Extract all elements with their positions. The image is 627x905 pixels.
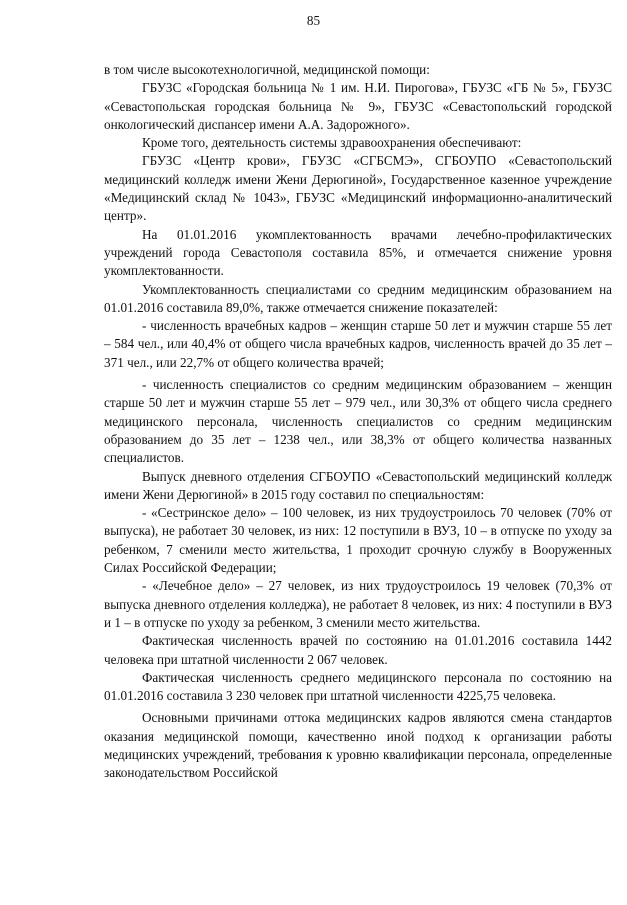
list-item-doctor-ages: - численность врачебных кадров – женщин старше 50 лет и мужчин старше 55 лет – 584 чел., или 40,4% от общего числа врачебных кадров, численность врачей до 35 лет – 371 чел., или 22,7% от общего количества врачей; [104, 318, 612, 370]
paragraph-college-graduates: Выпуск дневного отделения СГБОУПО «Севастопольский медицинский колледж имени Жени Дерюгиной» в 2015 году составил по специальностям: [104, 468, 612, 502]
paragraph-outflow-reasons: Основными причинами оттока медицинских кадров являются смена стандартов оказания медицинской помощи, качественно иной подход к организации работы медицинских учреждений, требования к уровню квалификации персонала, определенные законодательством Российской [104, 710, 612, 781]
paragraph-hospital-list: ГБУЗС «Городская больница № 1 им. Н.И. Пирогова», ГБУЗС «ГБ № 5», ГБУЗС «Севастопольская городская больница № 9», ГБУЗС «Севастопольский городской онкологический диспансер имени А.А. Задорожного». [104, 80, 612, 132]
paragraph-nurse-staffing: Укомплектованность специалистами со средним медицинским образованием на 01.01.2016 составила 89,0%, также отмечается снижение показателей: [104, 281, 612, 315]
list-item-medicine: - «Лечебное дело» – 27 человек, из них трудоустроилось 19 человек (70,3% от выпуска дневного отделения колледжа), не работает 8 человек, из них: 4 поступили в ВУЗ и 1 – в отпуске по уходу за ребенком, 3 сменили место жительства. [104, 578, 612, 630]
page-number: 85 [306, 13, 321, 28]
paragraph-intro: в том числе высокотехнологичной, медицинской помощи: [104, 62, 430, 77]
paragraph-nurse-count: Фактическая численность среднего медицинского персонала по состоянию на 01.01.2016 составила 3 230 человек при штатной численности 4225,75 человека. [104, 669, 612, 704]
body-text [104, 61, 612, 783]
paragraph-institutions: ГБУЗС «Центр крови», ГБУЗС «СГБСМЭ», СГБОУПО «Севастопольский медицинский колледж имени Жени Дерюгиной», Государственное казенное учреждение «Медицинский склад № 1043», ГБУЗС «Медицинский информационно-аналитический центр». [104, 153, 612, 224]
list-item-nurse-ages: - численность специалистов со средним медицинским образованием – женщин старше 50 лет и мужчин старше 55 лет – 979 чел., или 30,3% от общего числа среднего медицинского персонала, численность специалистов со средним медицинским образованием до 35 лет – 1238 чел., или 38,3% от общего количества названных специалистов. [104, 377, 612, 466]
paragraph-doctor-count: Фактическая численность врачей по состоянию на 01.01.2016 составила 1442 человека при штатной численности 2 067 человек. [104, 633, 612, 667]
paragraph-doctor-staffing: На 01.01.2016 укомплектованность врачами лечебно-профилактических учреждений города Севастополя составила 85%, и отмечается снижение уровня укомплектованности. [104, 226, 612, 279]
paragraph-also-provide: Кроме того, деятельность системы здравоохранения обеспечивают: [142, 135, 522, 151]
list-item-nursing: - «Сестринское дело» – 100 человек, из них трудоустроилось 70 человек (70% от выпуска), не работает 30 человек, из них: 12 поступили в ВУЗ, 10 – в отпуске по уходу за ребенком, 7 сменили место жительства, 1 проходит срочную службу в Вооруженных Силах Российской Федерации; [104, 505, 612, 576]
